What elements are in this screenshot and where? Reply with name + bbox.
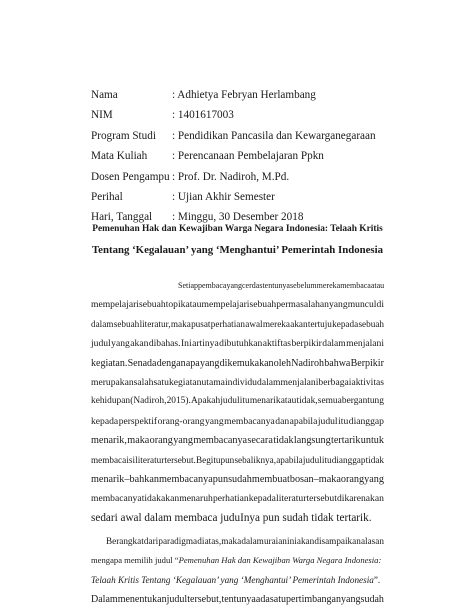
info-label: Perihal — [91, 190, 123, 203]
info-label: Hari, Tanggal — [91, 211, 153, 224]
info-row-dosen-pengampu — [91, 167, 431, 187]
paragraph-1-line: sedari awal dalam membaca juduInya pun sudah tidak tertarik. — [91, 511, 372, 524]
info-row-perihal — [91, 187, 431, 207]
info-label: Nama — [91, 89, 118, 101]
essay-body — [91, 276, 384, 610]
essay-title — [91, 219, 384, 261]
paragraph-1-line: kepada perspektif orang-orang yang membacanya dan apabila judul itu dianggap — [91, 415, 384, 427]
info-value: : Prof. Dr. Nadiroh, M.Pd. — [172, 170, 290, 183]
info-label: Mata Kuliah — [91, 150, 148, 163]
paragraph-1-line: membaca isi literatur tersebut. Begitupun sebaliknya, apabila judul itu dianggap tidak — [91, 454, 384, 465]
info-row-mata-kuliah — [91, 146, 431, 166]
paragraph-1-line: kehidupan (Nadiroh, 2015). Apakah judul itu menarik atau tidak, semua bergantung — [91, 396, 384, 407]
paragraph-1-line: menarik – bahkan membacanya pun sudah membuat bosan – maka orang yang — [91, 473, 384, 485]
paragraph-1-line: kegiatan. Senada dengan apa yang dikemukakan oleh Nadiroh bahwa Berpikir — [91, 357, 384, 369]
paragraph-1-line: Setiap pembaca yang cerdas tentunya sebelum mereka membaca atau — [178, 281, 385, 290]
info-value: : Adhietya Febryan Herlambang — [172, 89, 316, 101]
info-row-nim — [91, 105, 431, 125]
italic-title-reference: Pemenuhan Hak dan Kewajiban Warga Negara Indonesia: — [178, 555, 382, 566]
title-line-2: Tentang ‘Kegalauan’ yang ‘Menghantui’ Pemerintah Indonesia — [91, 244, 384, 256]
paragraph-1-line: mempelajari sebuah topik atau mempelajari sebuah permasalahan yang muncul di — [91, 299, 384, 311]
paragraph-1-line: merupakan salah satu kegiatan utama individu dalam menjalani berbagai aktivitas — [91, 376, 384, 388]
paragraph-1-line: judul yang akan dibahas. Ini artinya dibutuhkan aktiftas berpikir dalam menjalani — [91, 338, 384, 350]
paragraph-2-line: Telaah Kritis Tentang ‘Kegalauan’ yang ‘Menghantui’ Pemerintah Indonesia ”. — [91, 571, 384, 590]
paragraph-1-line: menarik, maka orang yang membacanya secara tidak langsung tertarik untuk — [91, 435, 384, 447]
student-info-block — [91, 85, 431, 228]
info-value: : Minggu, 30 Desember 2018 — [172, 211, 304, 224]
paragraph-1-line: membacanya tidak akan menaruh perhatian kepada literatur tersebut dikarenakan — [91, 493, 384, 505]
info-value: : Perencanaan Pembelajaran Ppkn — [172, 150, 324, 163]
info-label: Program Studi — [91, 129, 156, 142]
paragraph-1-line: dalam sebuah literatur, maka pusat perhatian awal mereka akan tertuju kepada sebuah — [91, 318, 384, 329]
info-value: : Ujian Akhir Semester — [172, 190, 275, 203]
title-line-1: Pemenuhan Hak dan Kewajiban Warga Negara Indonesia: Telaah Kritis — [92, 224, 383, 234]
info-label: Dosen Pengampu — [91, 170, 170, 183]
info-label: NIM — [91, 109, 113, 122]
info-row-program-studi — [91, 126, 431, 146]
info-row-nama — [91, 85, 431, 105]
paragraph-2-line: Berangkat dari paradigma di atas, maka dalam uraian ini akan disampaikan alasan — [106, 536, 384, 547]
italic-title-reference: Telaah Kritis Tentang ‘Kegalauan’ yang ‘Menghantui’ Pemerintah Indonesia — [91, 574, 374, 585]
info-value: : Pendidikan Pancasila dan Kewarganegaraan — [172, 129, 376, 142]
paragraph-2-line: mengapa memilih judul “ Pemenuhan Hak dan Kewajiban Warga Negara Indonesia: — [91, 551, 384, 570]
info-value: : 1401617003 — [172, 109, 234, 122]
paragraph-2-line: Dalam menentukan judul tersebut, tentunya ada satu pertimbangan yang sudah — [91, 594, 384, 606]
